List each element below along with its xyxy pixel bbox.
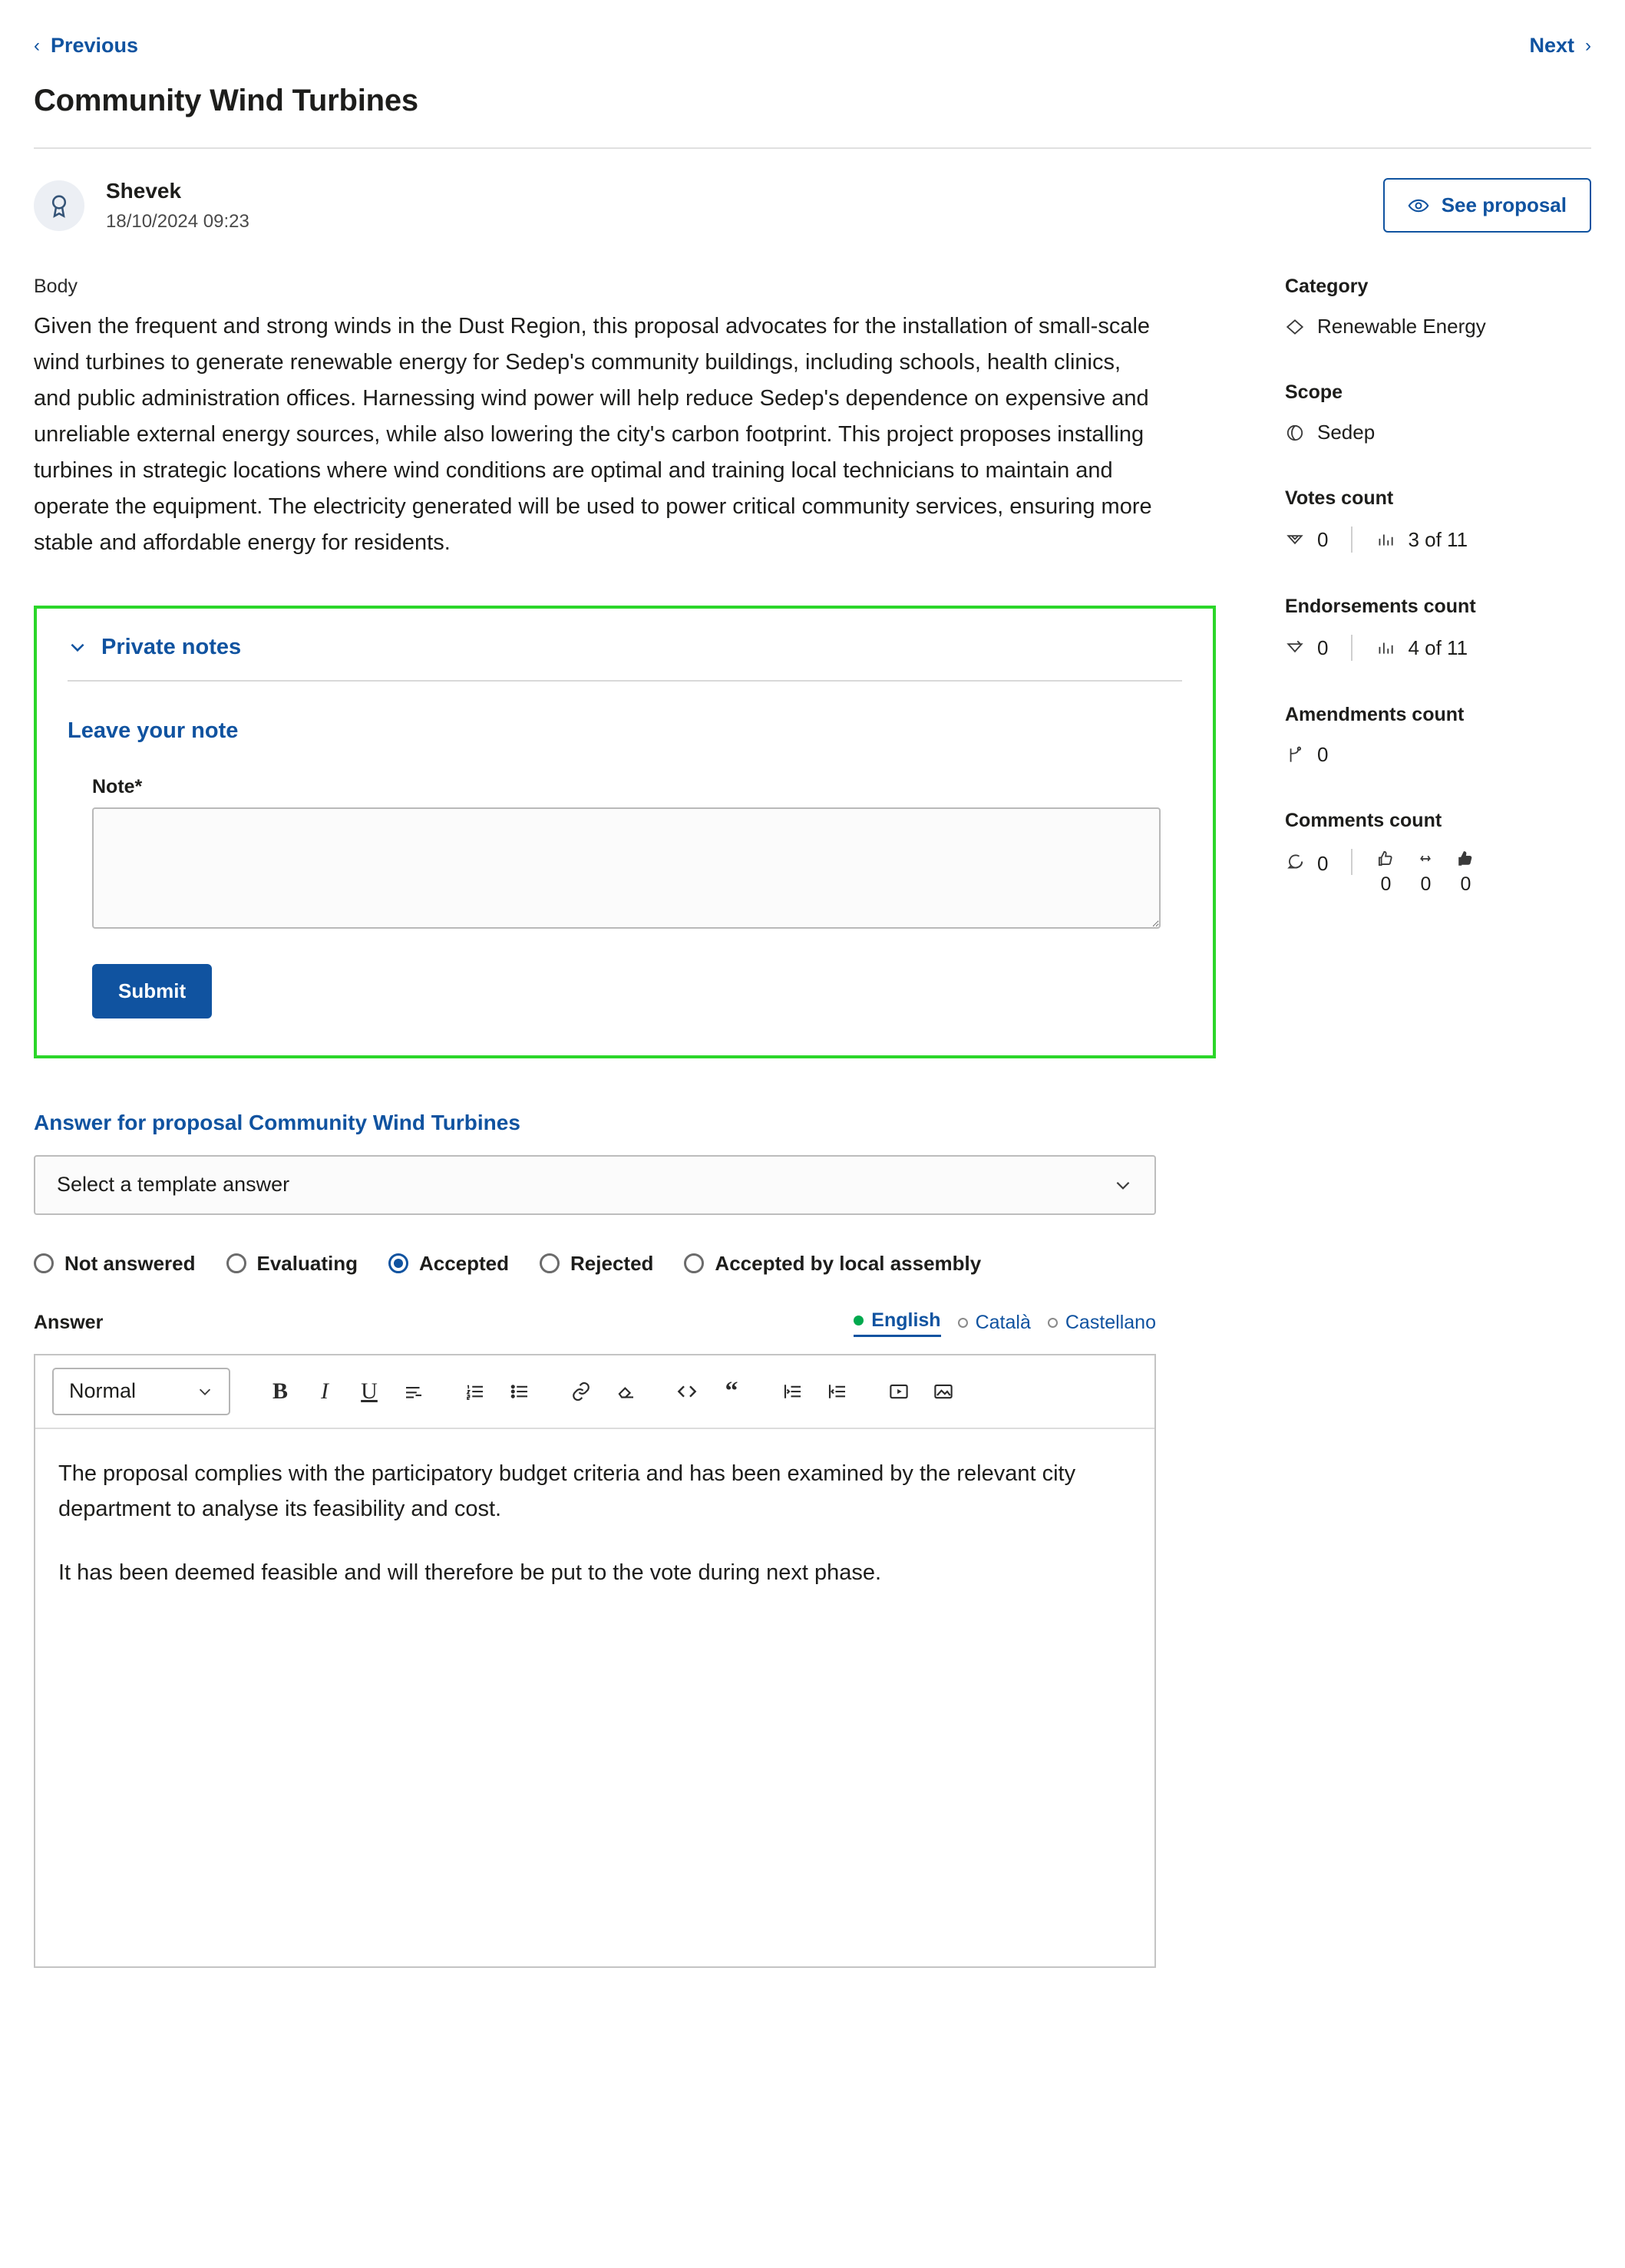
category-value: Renewable Energy — [1317, 315, 1486, 338]
radio-label: Evaluating — [256, 1251, 358, 1275]
strikethrough-button[interactable] — [391, 1369, 436, 1414]
radio-label: Rejected — [570, 1251, 654, 1275]
private-notes-panel — [34, 606, 1216, 1058]
private-notes-divider — [68, 680, 1182, 682]
metadata-sidebar — [1216, 276, 1577, 939]
answer-editor — [34, 1354, 1156, 1968]
italic-icon: I — [321, 1378, 329, 1404]
amendments-title: Amendments count — [1285, 704, 1465, 725]
outdent-button[interactable] — [815, 1369, 860, 1414]
scope-value: Sedep — [1317, 421, 1376, 444]
vote-badge-icon — [1285, 530, 1305, 550]
radio-indicator — [684, 1253, 704, 1273]
author-timestamp: 18/10/2024 09:23 — [106, 210, 249, 232]
radio-indicator — [540, 1253, 560, 1273]
tag-icon — [1285, 317, 1305, 337]
link-icon — [570, 1380, 593, 1403]
answer-status-radio-group — [34, 1252, 1216, 1276]
previous-label: Previous — [51, 34, 139, 57]
strikethrough-icon — [402, 1380, 425, 1403]
answer-section-heading: Answer for proposal Community Wind Turbines — [34, 1110, 520, 1134]
thumb-up-filled-icon — [1455, 849, 1475, 869]
paragraph-style-select[interactable] — [52, 1368, 230, 1415]
language-label: Català — [975, 1312, 1031, 1334]
tab-language-english[interactable] — [854, 1309, 940, 1337]
link-button[interactable] — [559, 1369, 603, 1414]
author-row — [0, 149, 1625, 233]
see-proposal-label: See proposal — [1441, 193, 1567, 216]
radio-evaluating[interactable] — [226, 1252, 358, 1276]
chevron-left-icon: ‹ — [34, 35, 40, 56]
tab-language-castellano[interactable] — [1048, 1312, 1156, 1334]
author-name: Shevek — [106, 178, 182, 203]
thumb-up-outline-icon — [1376, 849, 1395, 869]
previous-link[interactable] — [34, 34, 138, 58]
sidebar-endorsements-block — [1285, 596, 1577, 661]
scope-title: Scope — [1285, 381, 1343, 403]
private-notes-title: Private notes — [101, 634, 242, 659]
sidebar-category-block — [1285, 276, 1577, 338]
outdent-icon — [826, 1380, 849, 1403]
status-dot-icon — [854, 1316, 864, 1325]
italic-button[interactable] — [302, 1369, 347, 1414]
note-field-label: Note* — [92, 775, 143, 797]
private-notes-toggle[interactable] — [68, 635, 1182, 660]
answer-paragraph: The proposal complies with the participatory budget criteria and has been examined by the relevant city department to analyse its feasibility and cost. — [58, 1461, 1076, 1521]
divider — [1351, 527, 1353, 553]
submit-note-button[interactable]: Submit — [92, 964, 212, 1018]
next-link[interactable] — [1529, 34, 1591, 58]
pagination-nav — [0, 0, 1625, 58]
clear-format-button[interactable] — [603, 1369, 648, 1414]
language-label: English — [871, 1309, 941, 1331]
insert-image-button[interactable] — [921, 1369, 966, 1414]
reaction-thumb-up-filled — [1455, 849, 1475, 896]
divider — [1351, 635, 1353, 661]
chevron-right-icon: › — [1585, 35, 1591, 56]
proposal-body: Given the frequent and strong winds in the Dust Region, this proposal advocates for the installation of small-scale wind turbines to generate renewable energy for Sedep's community buildings, including schools, health clinics, and public administration offices. Harnessing wind power will help reduce Sedep's dependence on expensive and unreliable external energy sources, while also lowering the city's carbon footprint. This project proposes installing turbines in strategic locations where wind conditions are optimal and training local technicians to maintain and operate the equipment. The electricity generated will be used to power critical community services, ensuring more stable and affordable energy for residents. — [34, 314, 1152, 555]
template-answer-select[interactable] — [34, 1155, 1156, 1215]
avatar — [34, 180, 84, 231]
indent-icon — [781, 1380, 804, 1403]
endorsement-icon — [1285, 638, 1305, 658]
image-icon — [932, 1380, 955, 1403]
quote-icon: “ — [725, 1377, 738, 1406]
answer-paragraph: It has been deemed feasible and will therefore be put to the vote during next phase. — [58, 1560, 882, 1586]
award-badge-icon — [45, 192, 73, 220]
eraser-icon — [614, 1380, 637, 1403]
indent-button[interactable] — [771, 1369, 815, 1414]
bold-button[interactable] — [258, 1369, 302, 1414]
radio-rejected[interactable] — [540, 1252, 653, 1276]
votes-ranking: 3 of 11 — [1408, 527, 1468, 551]
video-icon — [887, 1380, 910, 1403]
sidebar-votes-block — [1285, 487, 1577, 553]
body-label: Body — [34, 276, 78, 297]
reaction-value: 0 — [1460, 873, 1471, 895]
category-title: Category — [1285, 276, 1369, 297]
paragraph-style-value: Normal — [69, 1379, 137, 1403]
endorsements-ranking: 4 of 11 — [1408, 636, 1468, 659]
reaction-thumb-up-outline — [1376, 849, 1395, 896]
code-icon — [675, 1379, 699, 1404]
underline-icon: U — [361, 1378, 378, 1404]
code-button[interactable] — [665, 1369, 709, 1414]
ordered-list-button[interactable] — [453, 1369, 497, 1414]
page-title: Community Wind Turbines — [34, 84, 418, 117]
globe-icon — [1285, 423, 1305, 443]
status-ring-icon — [1048, 1318, 1058, 1328]
eye-icon — [1408, 195, 1429, 216]
sidebar-comments-block — [1285, 810, 1577, 896]
reaction-value: 0 — [1420, 873, 1432, 895]
votes-title: Votes count — [1285, 487, 1394, 509]
radio-accepted[interactable] — [388, 1252, 509, 1276]
endorsements-count: 0 — [1317, 636, 1329, 659]
status-ring-icon — [958, 1318, 968, 1328]
editor-toolbar — [35, 1355, 1154, 1429]
divider — [1351, 849, 1353, 875]
chevron-down-icon — [197, 1383, 213, 1400]
bullet-list-button[interactable] — [497, 1369, 542, 1414]
endorsements-title: Endorsements count — [1285, 596, 1476, 617]
thumb-neutral-icon — [1415, 849, 1435, 869]
note-input[interactable] — [92, 807, 1161, 929]
radio-indicator-selected — [388, 1253, 408, 1273]
insert-video-button[interactable] — [877, 1369, 921, 1414]
git-branch-icon — [1285, 745, 1305, 765]
comment-icon — [1285, 852, 1305, 872]
see-proposal-button[interactable] — [1383, 178, 1591, 233]
radio-indicator — [226, 1253, 246, 1273]
blockquote-button[interactable] — [709, 1369, 754, 1414]
tab-language-catala[interactable] — [958, 1312, 1031, 1334]
answer-editor-body[interactable] — [35, 1429, 1154, 1966]
radio-accepted-by-local-assembly[interactable] — [684, 1252, 981, 1276]
bar-chart-icon — [1376, 638, 1395, 658]
leave-note-title: Leave your note — [68, 718, 239, 743]
reaction-value: 0 — [1380, 873, 1392, 895]
comments-title: Comments count — [1285, 810, 1442, 831]
language-tabs — [854, 1309, 1156, 1337]
main-column — [34, 276, 1216, 1968]
chevron-down-icon — [68, 637, 88, 657]
language-label: Castellano — [1065, 1312, 1156, 1334]
sidebar-amendments-block — [1285, 704, 1577, 767]
sidebar-scope-block — [1285, 381, 1577, 444]
comments-count: 0 — [1317, 852, 1329, 875]
amendments-count: 0 — [1317, 743, 1329, 766]
ordered-list-icon — [464, 1380, 487, 1403]
radio-not-answered[interactable] — [34, 1252, 196, 1276]
answer-field-label: Answer — [34, 1312, 104, 1334]
votes-count: 0 — [1317, 527, 1329, 551]
radio-label: Accepted by local assembly — [715, 1251, 982, 1275]
radio-label: Not answered — [64, 1251, 196, 1275]
radio-label: Accepted — [418, 1251, 510, 1275]
chevron-down-icon — [1113, 1175, 1133, 1195]
next-label: Next — [1529, 34, 1574, 57]
template-answer-value: Select a template answer — [57, 1173, 290, 1197]
underline-button[interactable] — [347, 1369, 391, 1414]
bar-chart-icon — [1376, 530, 1395, 550]
reaction-thumb-neutral — [1415, 849, 1435, 896]
radio-indicator — [34, 1253, 54, 1273]
bold-icon: B — [272, 1378, 288, 1404]
bullet-list-icon — [508, 1380, 531, 1403]
